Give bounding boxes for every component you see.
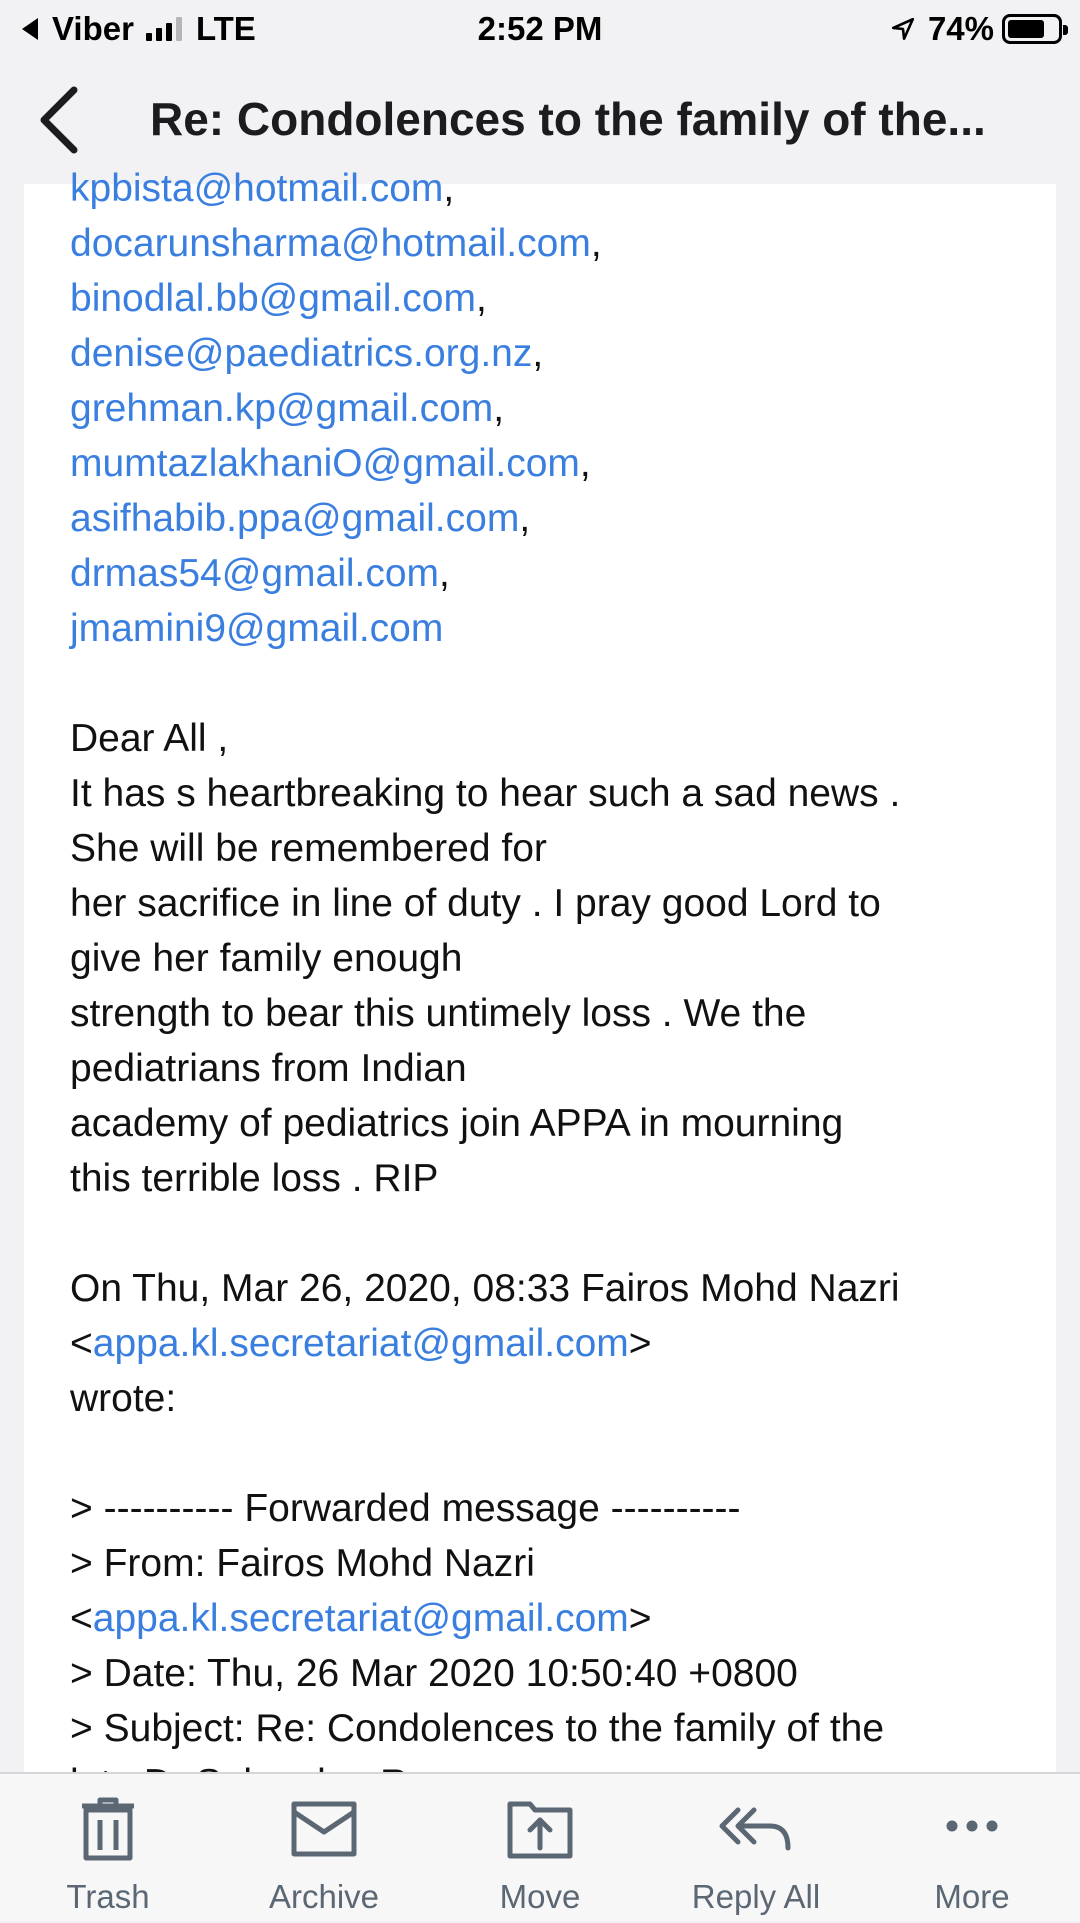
more-icon — [932, 1794, 1012, 1864]
recipient-email-link[interactable]: jmamini9@gmail.com — [70, 607, 444, 650]
forwarded-sender-email-link[interactable]: appa.kl.secretariat@gmail.com — [92, 1597, 629, 1640]
body-line: strength to bear this untimely loss . We the — [70, 992, 807, 1035]
more-button[interactable] — [872, 1774, 1072, 1923]
recipient-item — [70, 271, 1040, 326]
email-subject-title: Re: Condolences to the family of the... — [150, 93, 986, 145]
forwarded-from: > From: Fairos Mohd Nazri — [70, 1542, 535, 1585]
trash-icon — [68, 1794, 148, 1864]
back-chevron-icon[interactable] — [30, 80, 90, 160]
recipient-email-link[interactable]: grehman.kp@gmail.com — [70, 387, 494, 430]
recipient-separator: , — [493, 387, 505, 430]
bottom-toolbar — [0, 1772, 1080, 1921]
battery-icon — [1002, 14, 1062, 44]
body-line: this terrible loss . RIP — [70, 1157, 439, 1200]
archive-button[interactable] — [224, 1774, 424, 1923]
recipient-separator: , — [519, 497, 531, 540]
recipient-separator: , — [443, 167, 455, 210]
body-line: It has s heartbreaking to hear such a sad news . — [70, 772, 901, 815]
quote-header-line: On Thu, Mar 26, 2020, 08:33 Fairos Mohd Nazri — [70, 1267, 900, 1310]
recipient-item — [70, 546, 1040, 601]
recipient-email-link[interactable]: docarunsharma@hotmail.com — [70, 222, 591, 265]
spacer — [70, 656, 1040, 711]
forwarded-separator: > ---------- Forwarded message ---------- — [70, 1487, 741, 1530]
body-line: give her family enough — [70, 937, 463, 980]
recipient-separator: , — [579, 442, 591, 485]
status-bar — [0, 0, 1080, 62]
quote-header-email-line — [70, 1316, 1040, 1371]
recipient-item — [70, 381, 1040, 436]
carrier-label[interactable]: Viber — [52, 10, 134, 47]
more-label: More — [934, 1878, 1010, 1915]
move-icon — [500, 1794, 580, 1864]
sender-email-link[interactable]: appa.kl.secretariat@gmail.com — [92, 1322, 629, 1365]
reply-all-label: Reply All — [691, 1878, 821, 1915]
battery-fill — [1008, 20, 1044, 38]
body-line: her sacrifice in line of duty . I pray good Lord to — [70, 882, 881, 925]
recipient-item — [70, 601, 1040, 656]
reply-all-icon — [716, 1794, 796, 1864]
body-line: She will be remembered for — [70, 827, 547, 870]
recipient-separator: , — [439, 552, 450, 595]
body-line: academy of pediatrics join APPA in mourning — [70, 1102, 844, 1145]
recipient-item — [70, 161, 1040, 216]
trash-label: Trash — [66, 1878, 150, 1915]
status-time: 2:52 PM — [477, 10, 603, 47]
body-line: Dear All , — [70, 717, 229, 760]
location-arrow-icon — [890, 16, 916, 42]
quote-header — [70, 1261, 1040, 1426]
archive-label: Archive — [268, 1878, 380, 1915]
angle-bracket-close: > — [628, 1597, 652, 1640]
recipient-list — [70, 161, 1040, 656]
spacer — [70, 1426, 1040, 1481]
recipient-email-link[interactable]: drmas54@gmail.com — [70, 552, 440, 595]
battery-nub — [1063, 25, 1068, 35]
recipient-email-link[interactable]: asifhabib.ppa@gmail.com — [70, 497, 520, 540]
angle-bracket-close: > — [628, 1322, 652, 1365]
recipient-item — [70, 436, 1040, 491]
angle-bracket-open: < — [70, 1322, 93, 1365]
recipient-email-link[interactable]: kpbista@hotmail.com — [70, 167, 444, 210]
forwarded-block — [70, 1481, 1040, 1811]
body-line: pediatrians from Indian — [70, 1047, 467, 1090]
move-button[interactable] — [440, 1774, 640, 1923]
recipient-email-link[interactable]: denise@paediatrics.org.nz — [70, 332, 533, 375]
network-type: LTE — [195, 10, 256, 47]
angle-bracket-open: < — [70, 1597, 93, 1640]
forwarded-subject: > Subject: Re: Condolences to the family of the — [70, 1707, 885, 1750]
recipient-item — [70, 491, 1040, 546]
archive-icon — [284, 1794, 364, 1864]
battery-percent: 74% — [927, 10, 994, 47]
trash-button[interactable] — [8, 1774, 208, 1923]
recipient-separator: , — [532, 332, 544, 375]
spacer — [70, 1206, 1040, 1261]
recipient-separator: , — [475, 277, 487, 320]
recipient-item — [70, 216, 1040, 271]
forwarded-date: > Date: Thu, 26 Mar 2020 10:50:40 +0800 — [70, 1652, 798, 1695]
forwarded-from-email-line — [70, 1591, 1040, 1646]
quote-header-wrote: wrote: — [70, 1377, 177, 1420]
move-label: Move — [499, 1878, 581, 1915]
email-card — [24, 167, 1056, 1772]
email-body — [70, 161, 1040, 1811]
recipient-email-link[interactable]: mumtazlakhaniO@gmail.com — [70, 442, 580, 485]
recipient-item — [70, 326, 1040, 381]
recipient-separator: , — [590, 222, 602, 265]
reply-all-button[interactable] — [656, 1774, 856, 1923]
recipient-email-link[interactable]: binodlal.bb@gmail.com — [70, 277, 476, 320]
message-body — [70, 711, 1040, 1206]
status-right — [890, 10, 1062, 48]
